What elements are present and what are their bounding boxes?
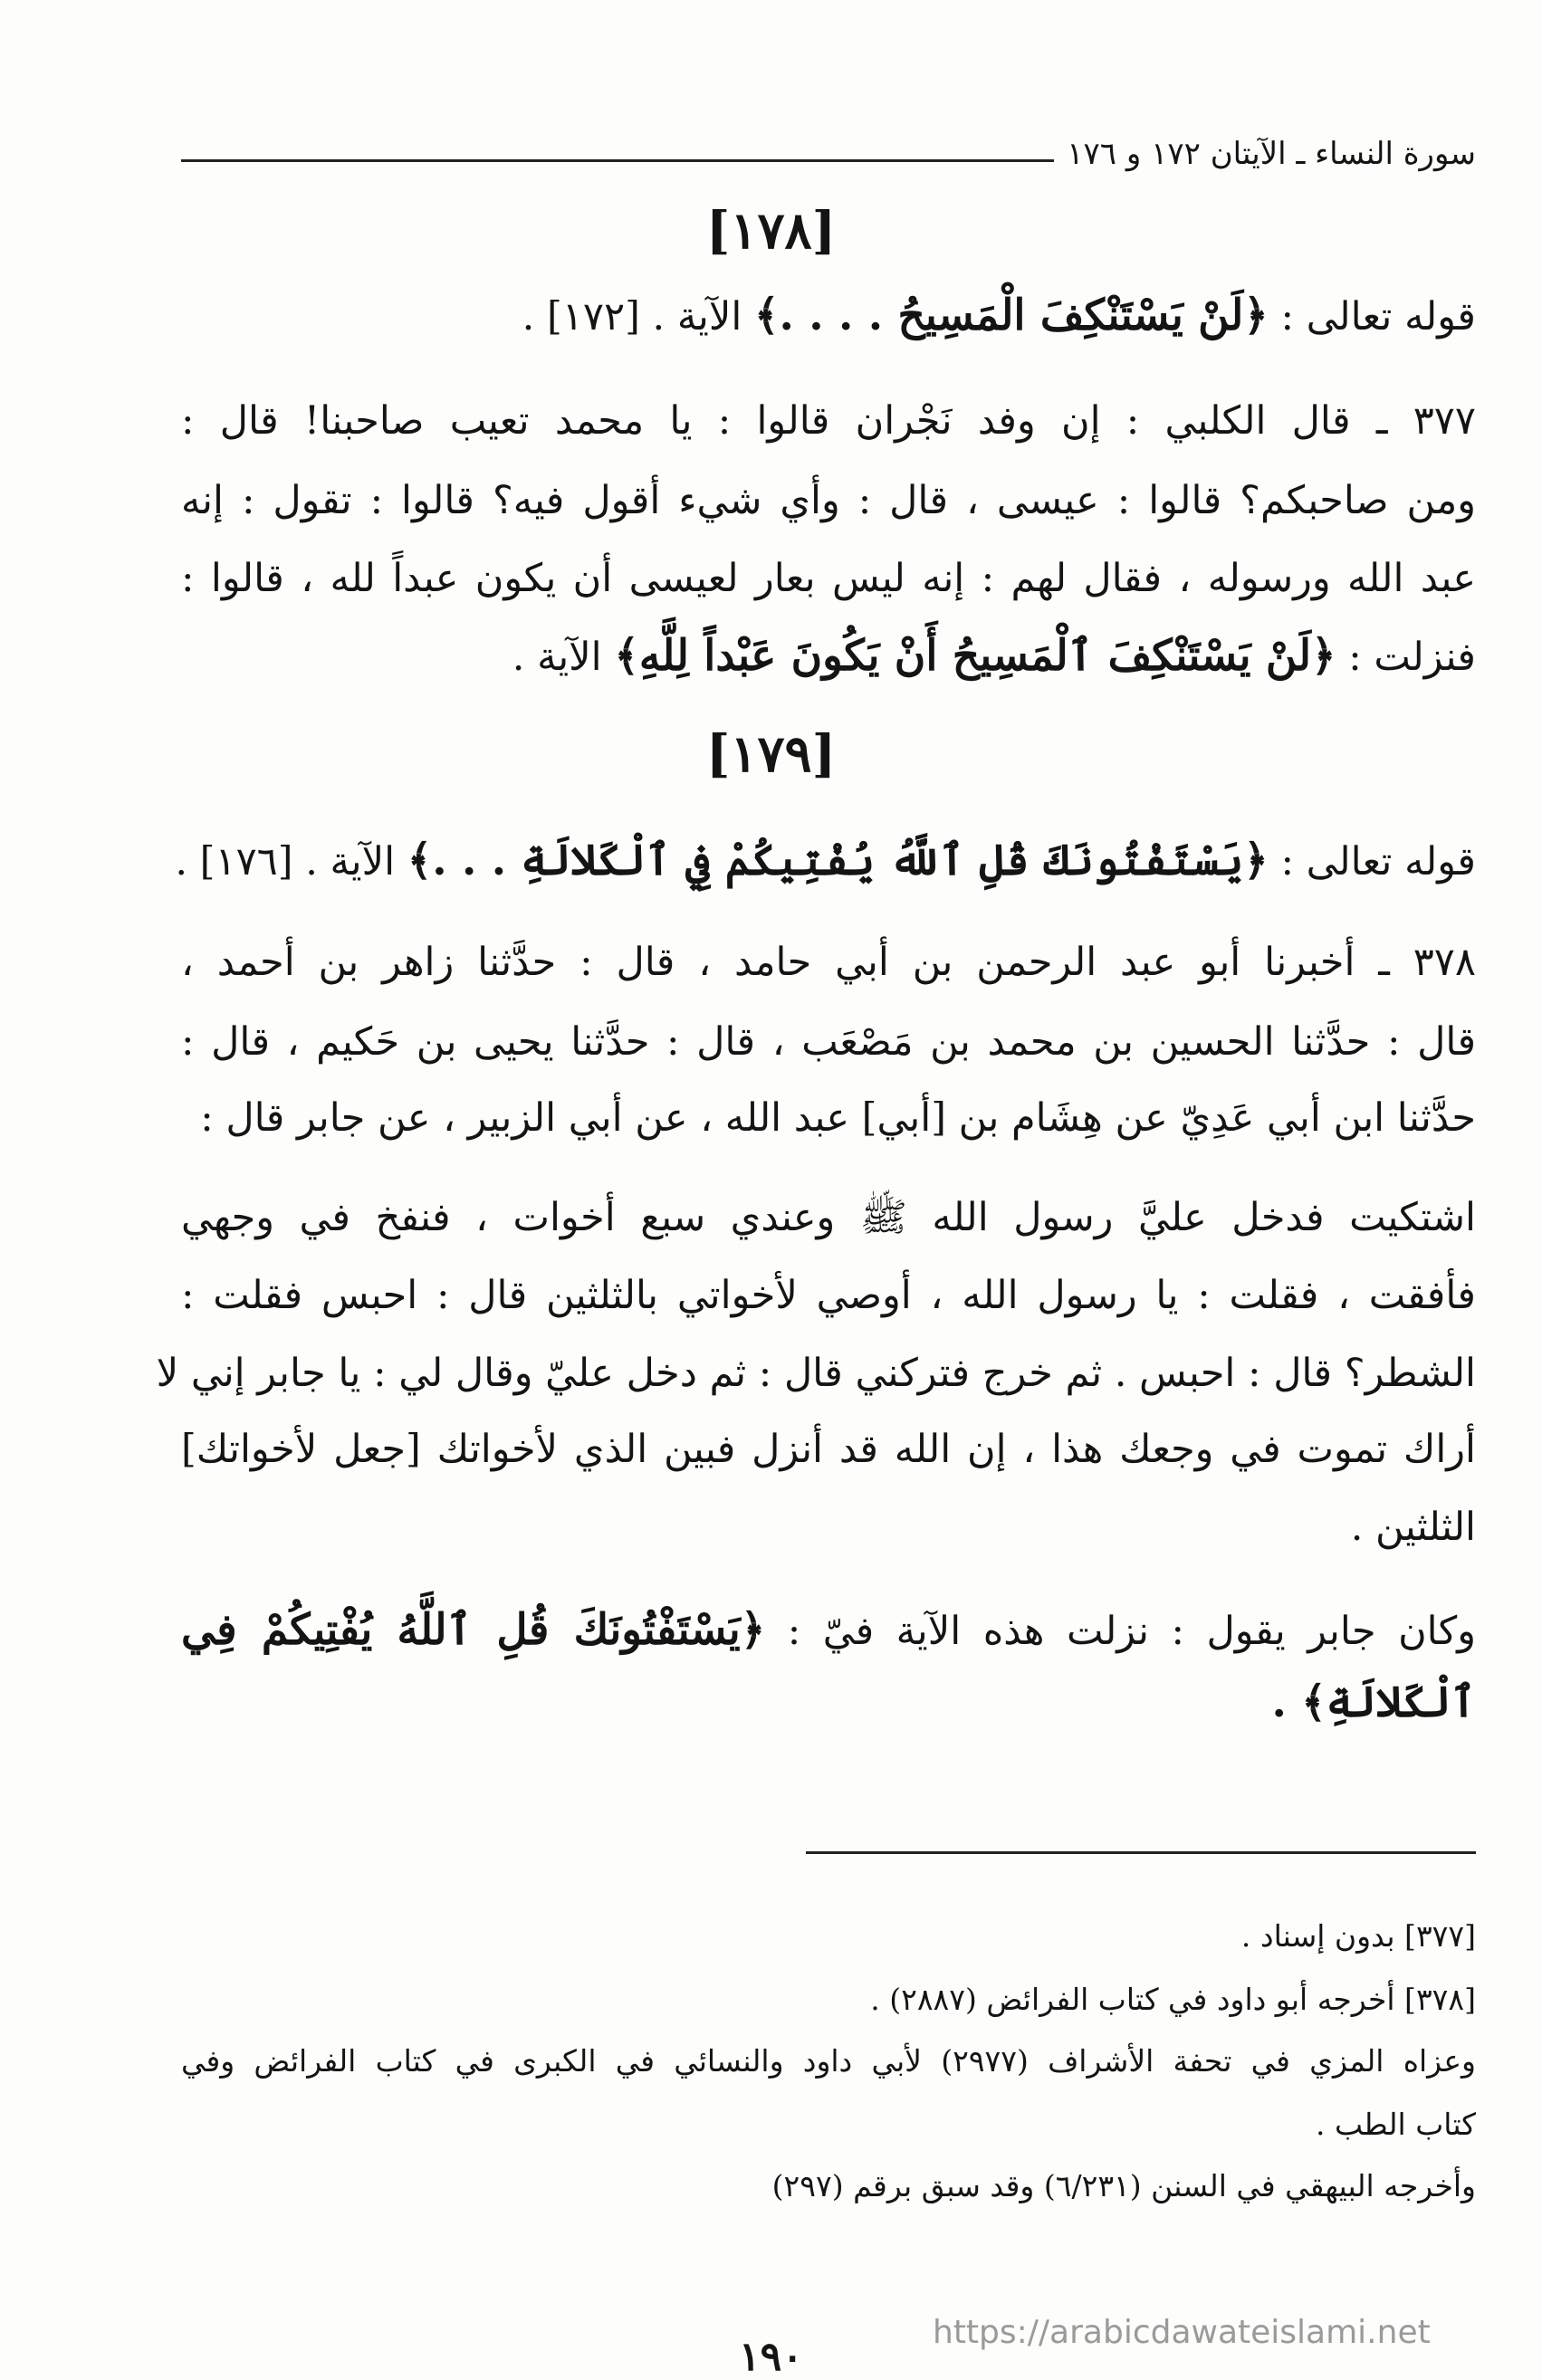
paragraph-line (181, 628, 1476, 683)
quran-quote: ﴿لَنْ يَسْتَنْكِفَ الْمَسِيحُ . . . .﴾ (754, 291, 1269, 340)
verse-heading-line (181, 288, 1476, 343)
watermark-url: https://arabicdawateislami.net (933, 2314, 1431, 2351)
quran-quote: ﴿لَنْ يَسْتَنْكِفَ ٱلْمَسِيحُ أَنْ يَكُونَ عَبْداً لِلَّهِ﴾ (614, 631, 1336, 681)
quran-quote: ﴿يَسْتَفْتُونَكَ قُلِ ٱللَّهُ يُفْتِيكُمْ فِي (181, 1605, 766, 1655)
verse-reference: الآية . [١٧٦] . (175, 839, 396, 884)
paragraph-line: ومن صاحبكم؟ قالوا : عيسى ، قال : وأي شيء أقول فيه؟ قالوا : تقول : إنه (181, 478, 1476, 523)
isnad-line: قال : حدَّثنا الحسين بن محمد بن مَصْعَب ، قال : حدَّثنا يحيى بن حَكيم ، قال : (181, 1019, 1476, 1065)
verse-heading-line (175, 833, 1476, 888)
verse-reference: الآية . [١٧٢] . (522, 294, 742, 339)
hadith-line: فأفقت ، فقلت : يا رسول الله ، أوصي لأخواتي بالثلثين قال : احبس فقلت : (181, 1273, 1476, 1318)
isnad-line: ٣٧٨ ـ أخبرنا أبو عبد الرحمن بن أبي حامد ، قال : حدَّثنا زاهر بن أحمد ، (181, 940, 1476, 985)
verse-tail: الآية . (512, 635, 602, 680)
page-number: ١٩٠ (739, 2334, 803, 2380)
running-title: سورة النساء ـ الآيتان ١٧٢ و ١٧٦ (1054, 136, 1476, 172)
isnad-line: حدَّثنا ابن أبي عَدِيّ عن هِشَام بن [أبي] عبد الله ، عن أبي الزبير ، عن جابر قال : (200, 1095, 1476, 1141)
hadith-line: الثلثين . (1350, 1505, 1476, 1550)
footnote: كتاب الطب . (1316, 2107, 1476, 2142)
hadith-line: أراك تموت في وجعك هذا ، إن الله قد أنزل فبين الذي لأخواتك [جعل لأخواتك] (181, 1427, 1476, 1472)
verse-intro: قوله تعالى : (1280, 839, 1476, 884)
closing-line (181, 1675, 1476, 1730)
revelation-intro: فنزلت : (1348, 635, 1476, 680)
footnote: [٣٧٨] أخرجه أبو داود في كتاب الفرائض (٢٨٨٧) . (870, 1982, 1476, 2017)
section-number-179: [١٧٩] (705, 724, 837, 784)
footnote-rule (806, 1851, 1476, 1854)
footnote: وعزاه المزي في تحفة الأشراف (٢٩٧٧) لأبي داود والنسائي في الكبرى في كتاب الفرائض وفي (181, 2043, 1476, 2079)
paragraph-line: عبد الله ورسوله ، فقال لهم : إنه ليس بعار لعيسى أن يكون عبداً لله ، قالوا : (181, 556, 1476, 601)
quran-quote: ٱلْكَلالَةِ﴾ . (1271, 1677, 1476, 1727)
paragraph-line: ٣٧٧ ـ قال الكلبي : إن وفد نَجْران قالوا : يا محمد تعيب صاحبنا! قال : (181, 398, 1476, 444)
footnote: وأخرجه البيهقي في السنن (٦/٢٣١) وقد سبق برقم (٢٩٧) (771, 2168, 1476, 2203)
running-header (181, 136, 1476, 181)
hadith-line: الشطر؟ قال : احبس . ثم خرج فتركني قال : ثم دخل عليّ وقال لي : يا جابر إني لا (156, 1351, 1476, 1396)
quran-quote: ﴿يَسْتَفْتُونَكَ قُلِ ٱللَّهُ يُفْتِيكُمْ فِي ٱلْكَلالَةِ . . .﴾ (407, 836, 1269, 885)
hadith-line: اشتكيت فدخل عليَّ رسول الله ﷺ وعندي سبع أخوات ، فنفخ في وجهي (181, 1195, 1476, 1240)
verse-intro: قوله تعالى : (1280, 294, 1476, 339)
section-number-178: [١٧٨] (705, 201, 837, 261)
closing-intro: وكان جابر يقول : نزلت هذه الآية فيّ : (787, 1609, 1476, 1654)
footnote: [٣٧٧] بدون إسناد . (1240, 1918, 1476, 1954)
closing-line (181, 1602, 1476, 1658)
